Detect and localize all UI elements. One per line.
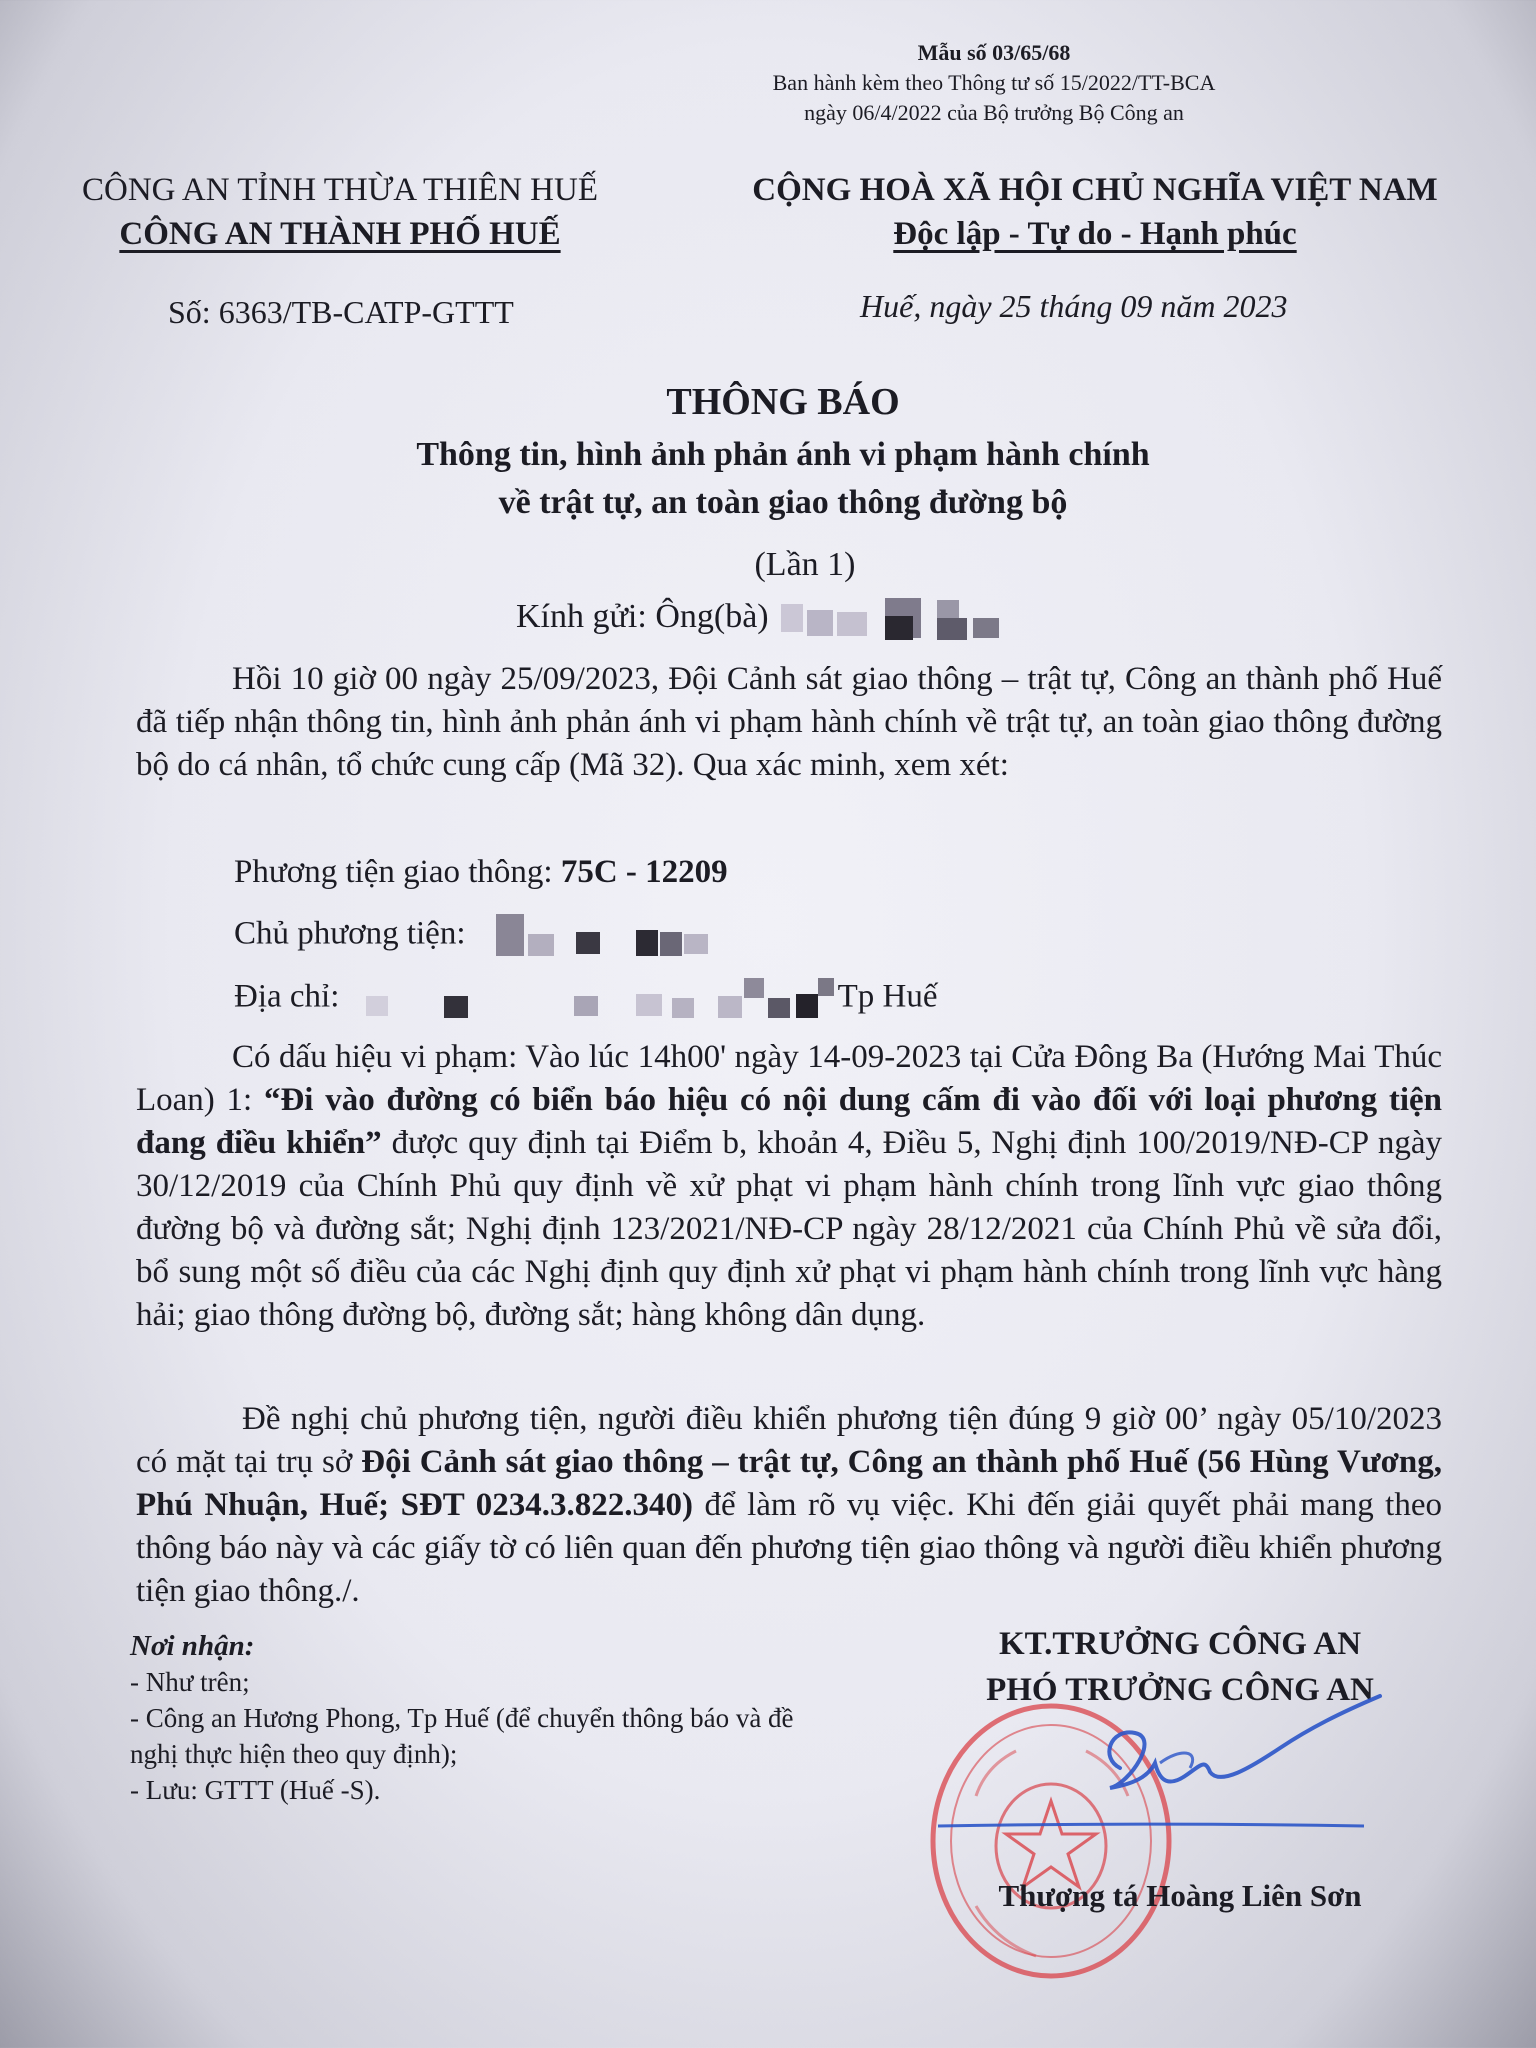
vehicle-label: Phương tiện giao thông: [234, 854, 561, 890]
signer-name: Thượng tá Hoàng Liên Sơn [998, 1878, 1362, 1913]
violation-intro: Có dấu hiệu vi phạm: Vào lúc 14h00' ngày 14-09-2023 tại Cửa Đông Ba (Hướng Mai Thúc Loan) 1: [136, 1039, 1442, 1118]
national-header [700, 168, 1490, 256]
address-line [234, 976, 938, 1022]
national-name: CỘNG HOÀ XÃ HỘI CHỦ NGHĨA VIỆT NAM [752, 172, 1438, 208]
request-instructions: để làm rõ vụ việc. Khi đến giải quyết phải mang theo thông báo này và các giấy tờ có liên quan đến phương tiện giao thông và người điều khiển phương tiện giao thông./. [136, 1487, 1442, 1609]
redacted-address [348, 976, 838, 1022]
owner-line [234, 914, 734, 958]
request-location: Đội Cảnh sát giao thông – trật tự, Công an thành phố Huế (56 Hùng Vương, Phú Nhuận, Huế; SĐT 0234.3.822.340) [136, 1444, 1442, 1523]
paragraph-violation [136, 1036, 1442, 1337]
form-number: Mẫu số 03/65/68 [917, 40, 1071, 65]
form-number-block [714, 38, 1274, 128]
address-city: Tp Huế [837, 978, 938, 1015]
vehicle-line [234, 854, 728, 891]
address-label: Địa chỉ: [234, 978, 348, 1015]
recipients-heading: Nơi nhận: [130, 1630, 255, 1662]
recipient-item: - Lưu: GTTT (Huế -S). [130, 1775, 381, 1805]
signature-title-2: PHÓ TRƯỞNG CÔNG AN [986, 1672, 1374, 1708]
addressee-line [516, 596, 1017, 642]
owner-label: Chủ phương tiện: [234, 915, 474, 952]
form-circular: Ban hành kèm theo Thông tư số 15/2022/TT-BCA [772, 70, 1216, 95]
signature-title-1: KT.TRƯỞNG CÔNG AN [998, 1626, 1362, 1662]
violation-legal-basis: được quy định tại Điểm b, khoản 4, Điều 5, Nghị định 100/2019/NĐ-CP ngày 30/12/2019 của Chính Phủ quy định về xử phạt vi phạm hành chính trong lĩnh vực giao thông đường bộ và đường sắt; Nghị định 123/2021/NĐ-CP ngày 28/12/2021 của Chính Phủ về sửa đổi, bổ sung một số điều của các Nghị định quy định xử phạt vi phạm hành chính trong lĩnh vực hàng hải; giao thông đường bộ, đường sắt; hàng không dân dụng. [136, 1125, 1442, 1333]
redacted-name [777, 596, 1017, 642]
document-subtitle-1: Thông tin, hình ảnh phản ánh vi phạm hành chính [416, 436, 1150, 473]
vehicle-plate: 75C - 12209 [560, 854, 728, 890]
form-circular-date: ngày 06/4/2022 của Bộ trưởng Bộ Công an [804, 100, 1184, 125]
document-subtitle-2: về trật tự, an toàn giao thông đường bộ [498, 484, 1068, 521]
issuer-province: CÔNG AN TỈNH THỪA THIÊN HUẾ [81, 172, 598, 208]
national-motto: Độc lập - Tự do - Hạnh phúc [893, 216, 1297, 252]
recipient-item: - Như trên; [130, 1667, 250, 1697]
redacted-owner [474, 914, 734, 958]
addressee-label: Kính gửi: Ông(bà) [516, 597, 769, 635]
request-intro: Đề nghị chủ phương tiện, người điều khiển phương tiện đúng 9 giờ 00’ ngày 05/10/2023 có mặt tại trụ sở [136, 1401, 1442, 1480]
document-number: Số: 6363/TB-CATP-GTTT [168, 294, 514, 330]
recipients-block [130, 1628, 830, 1808]
handwritten-signature [1090, 1688, 1390, 1828]
issuer-header [50, 168, 630, 256]
signature-underline [936, 1816, 1366, 1836]
violation-description: “Đi vào đường có biển báo hiệu có nội dung cấm đi vào đối với loại phương tiện đang điều khiển” [136, 1082, 1442, 1161]
document-title: THÔNG BÁO [666, 381, 900, 423]
recipient-item: - Công an Hương Phong, Tp Huế (để chuyển thông báo và đề nghị thực hiện theo quy định); [130, 1703, 794, 1769]
paragraph-received: Hồi 10 giờ 00 ngày 25/09/2023, Đội Cảnh sát giao thông – trật tự, Công an thành phố Huế đã tiếp nhận thông tin, hình ảnh phản ánh vi phạm hành chính về trật tự, an toàn giao thông đường bộ do cá nhân, tổ chức cung cấp (Mã 32). Qua xác minh, xem xét: [136, 661, 1442, 783]
issuer-city: CÔNG AN THÀNH PHỐ HUẾ [119, 216, 561, 252]
paragraph-request [136, 1398, 1442, 1613]
document-date: Huế, ngày 25 tháng 09 năm 2023 [860, 288, 1288, 324]
notice-round: (Lần 1) [754, 546, 856, 583]
